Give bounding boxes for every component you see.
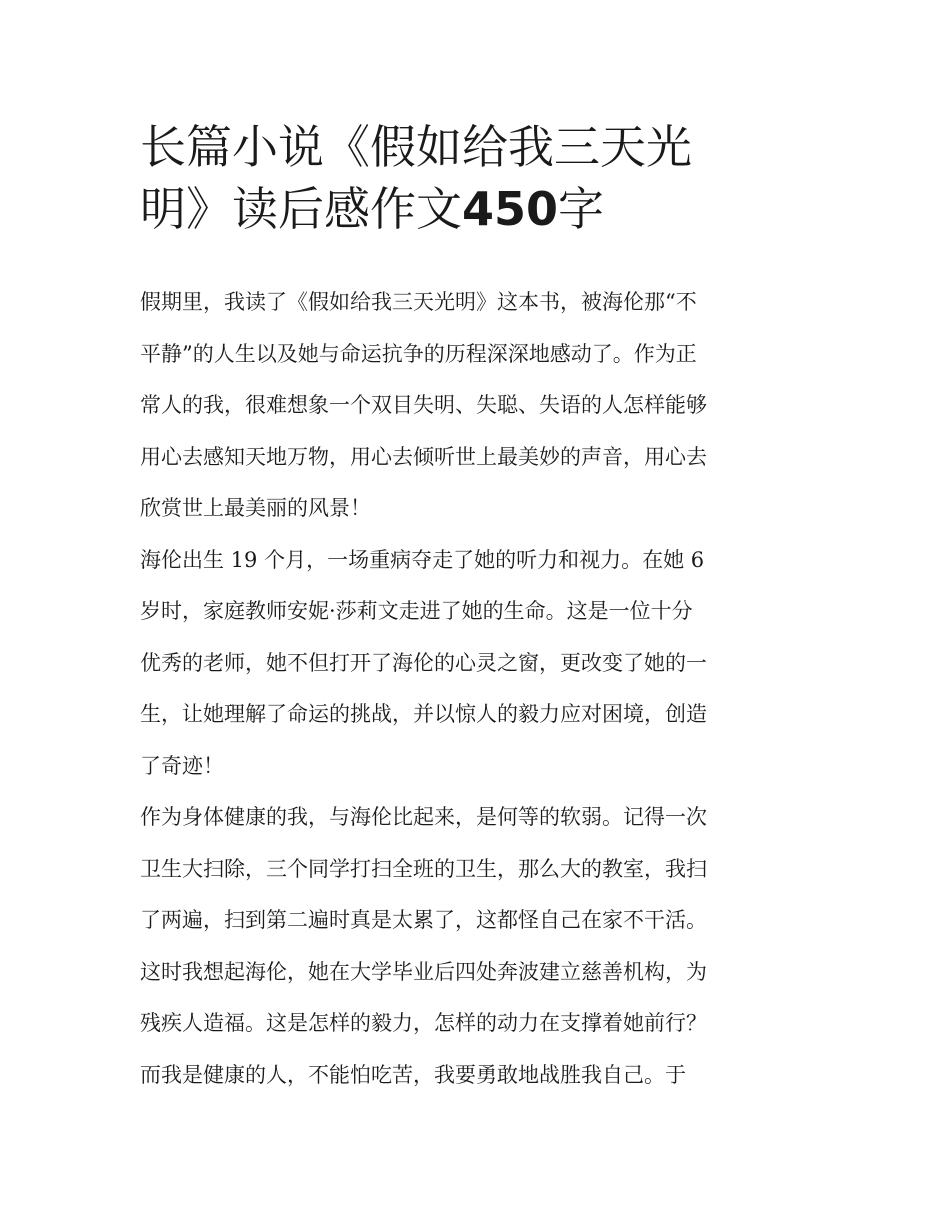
essay-line: 海伦出生 19 个月，一场重病夺走了她的听力和视力。在她 6	[140, 547, 705, 572]
essay-line: 常人的我，很难想象一个双目失明、失聪、失语的人怎样能够	[140, 393, 707, 417]
essay-line: 欣赏世上最美丽的风景！	[140, 496, 371, 520]
essay-line: 岁时，家庭教师安妮·莎莉文走进了她的生命。这是一位十分	[140, 599, 693, 623]
essay-line: 作为身体健康的我，与海伦比起来，是何等的软弱。记得一次	[140, 805, 707, 829]
essay-line: 了奇迹！	[140, 753, 224, 778]
essay-line: 卫生大扫除，三个同学打扫全班的卫生，那么大的教室，我扫	[140, 856, 707, 881]
essay-line: 了两遍，扫到第二遍时真是太累了，这都怪自己在家不干活。	[140, 908, 707, 932]
essay-line: 假期里，我读了《假如给我三天光明》这本书，被海伦那“不	[140, 290, 697, 314]
essay-line: 优秀的老师，她不但打开了海伦的心灵之窗，更改变了她的一	[140, 650, 707, 675]
essay-body	[140, 277, 814, 1101]
essay-line: 而我是健康的人，不能怕吃苦，我要勇敢地战胜我自己。于	[140, 1062, 686, 1087]
title-word-count: 450	[462, 182, 559, 236]
essay-line: 平静”的人生以及她与命运抗争的历程深深地感动了。作为正	[140, 341, 697, 366]
essay-line: 这时我想起海伦，她在大学毕业后四处奔波建立慈善机构，为	[140, 959, 707, 984]
essay-line: 残疾人造福。这是怎样的毅力，怎样的动力在支撑着她前行？	[140, 1011, 707, 1035]
title-text-part1: 长篇小说《假如给我三天光	[140, 120, 692, 174]
essay-line: 生，让她理解了命运的挑战，并以惊人的毅力应对困境，创造	[140, 702, 707, 726]
document-title	[140, 116, 780, 240]
essay-line: 用心去感知天地万物，用心去倾听世上最美妙的声音，用心去	[140, 444, 707, 469]
title-text-part2: 明》读后感作文	[140, 182, 462, 236]
title-text-part3: 字	[558, 182, 605, 236]
